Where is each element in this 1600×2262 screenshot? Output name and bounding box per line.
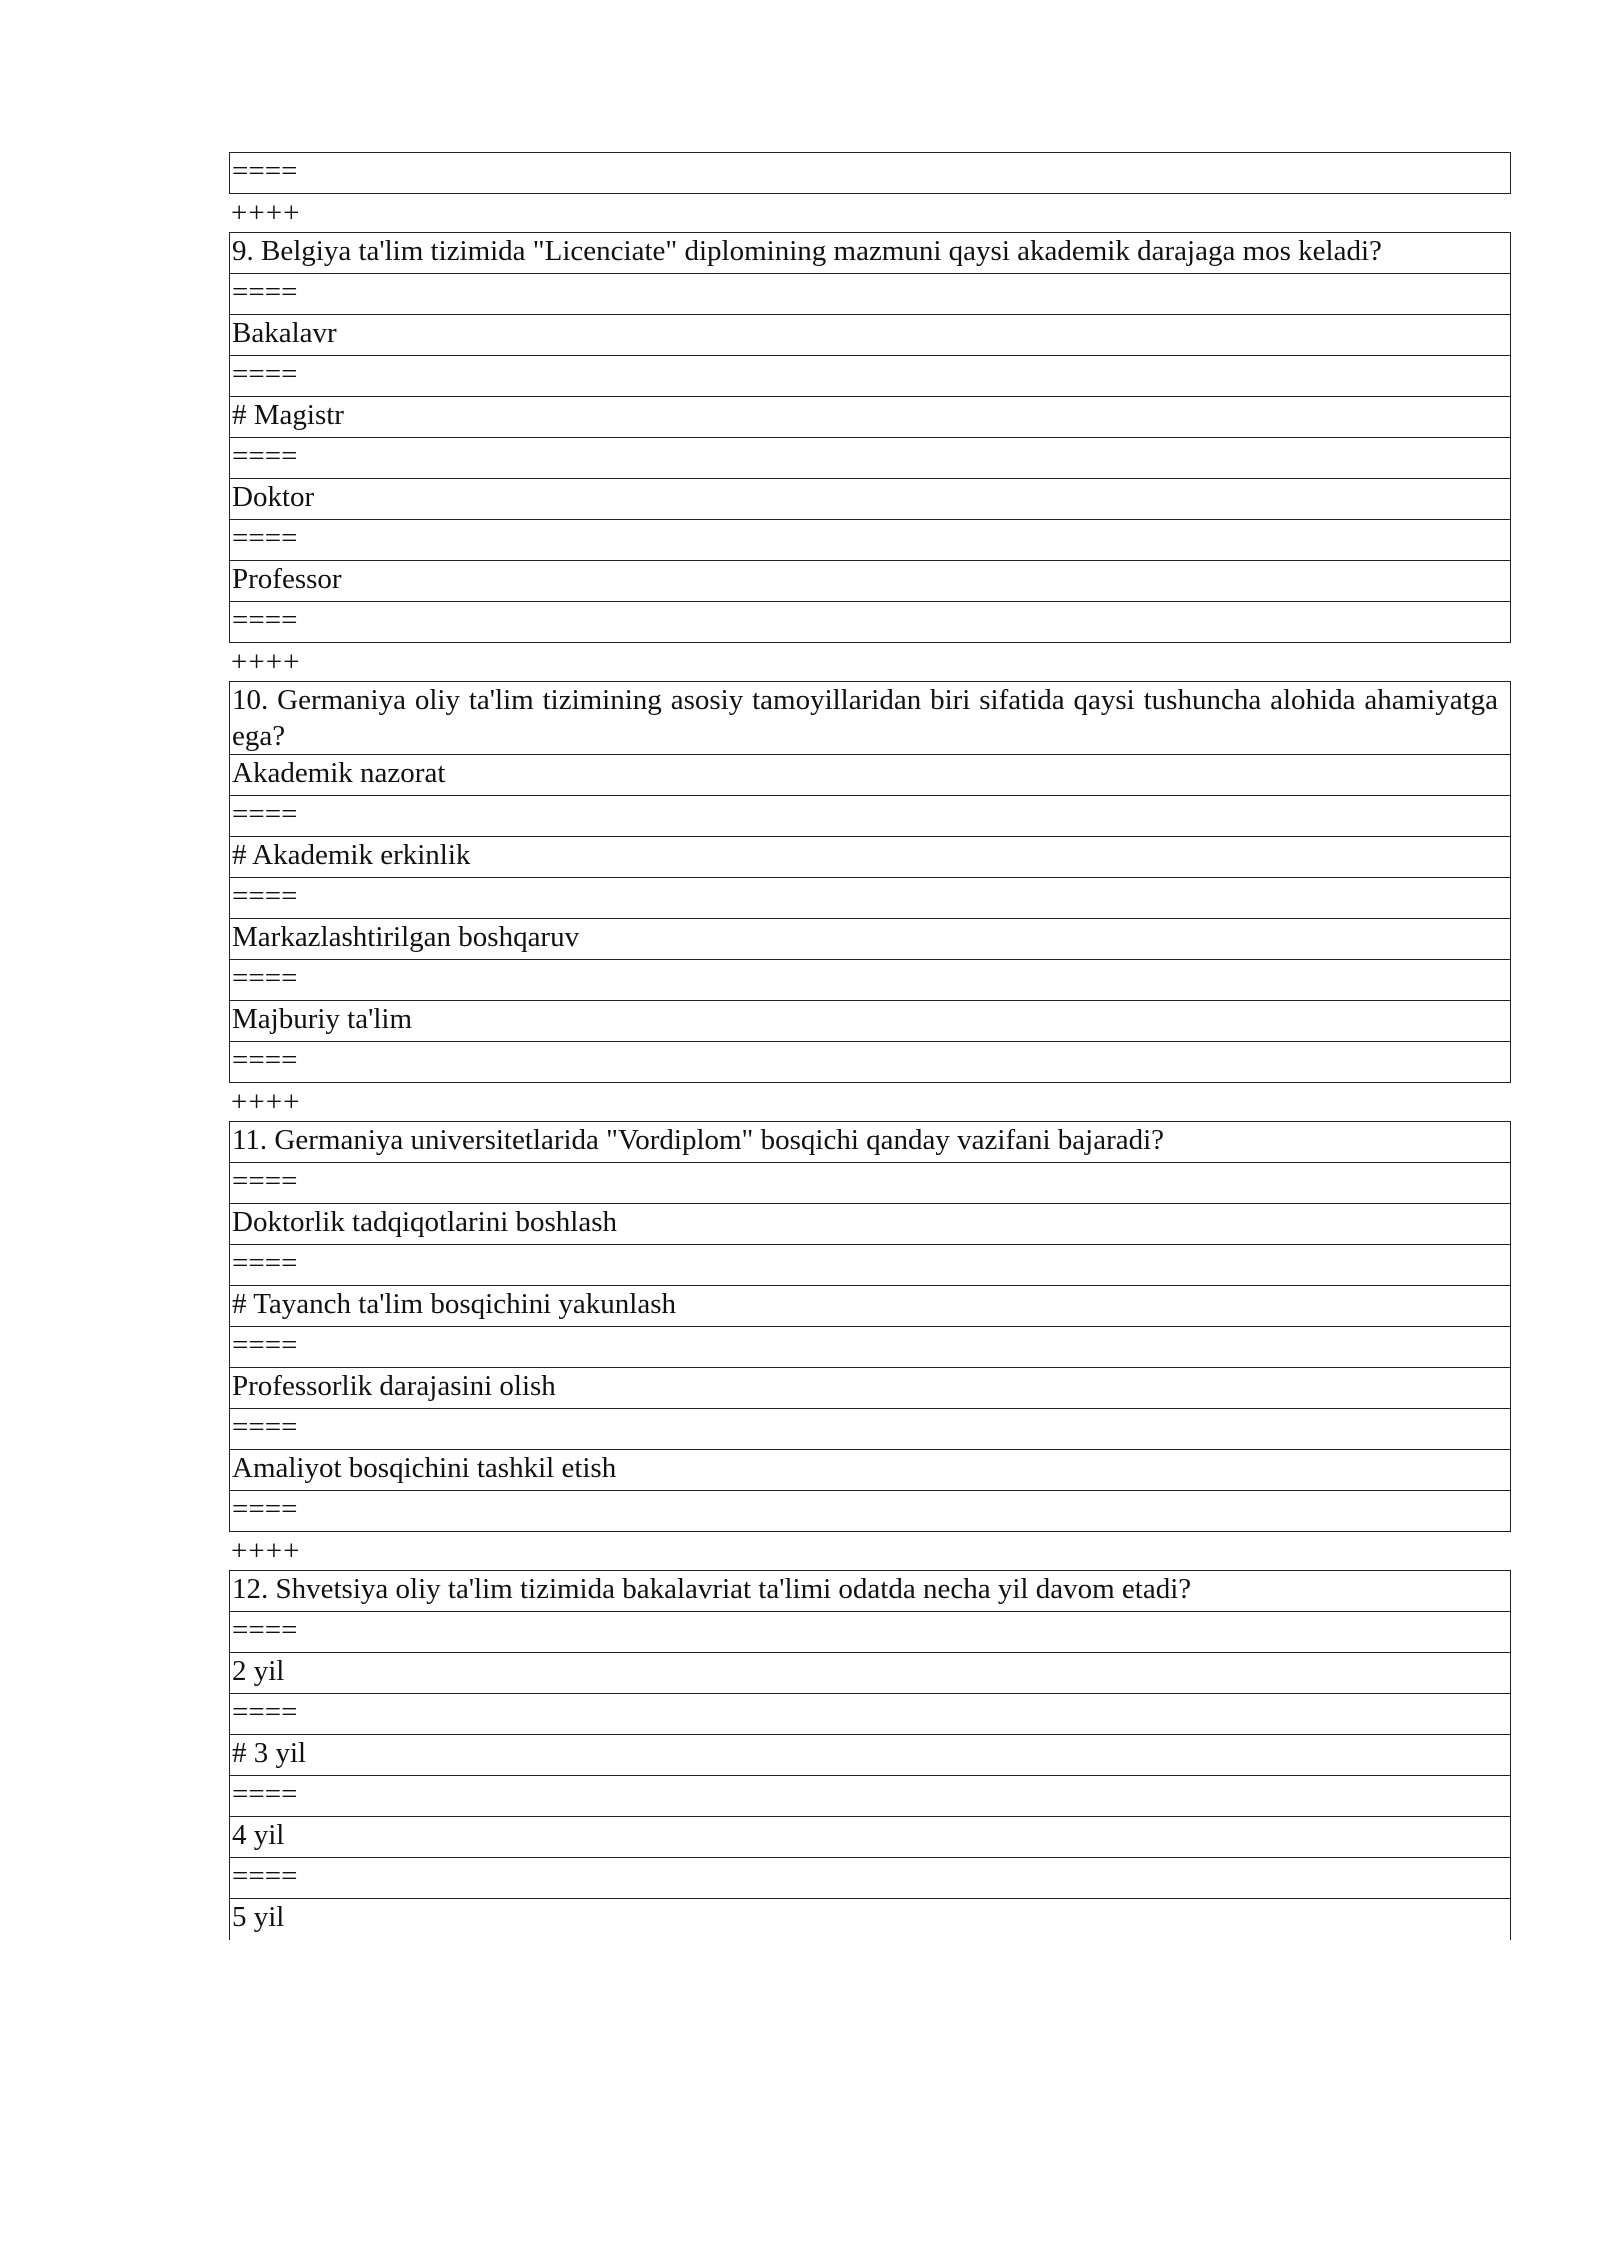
answer-option: # Magistr bbox=[230, 397, 1511, 438]
divider-row bbox=[230, 1163, 1511, 1204]
answer-row bbox=[230, 1286, 1511, 1327]
option-divider: ==== bbox=[230, 1491, 1511, 1532]
option-divider: ==== bbox=[230, 878, 1511, 919]
question-text: 11. Germaniya universitetlarida "Vordiplom" bosqichi qanday vazifani bajaradi? bbox=[230, 1122, 1511, 1163]
test-content bbox=[229, 152, 1511, 1940]
option-divider: ==== bbox=[230, 1409, 1511, 1450]
divider-row bbox=[230, 438, 1511, 479]
option-divider: ==== bbox=[230, 520, 1511, 561]
answer-row bbox=[230, 1001, 1511, 1042]
question-table bbox=[229, 1121, 1511, 1532]
answer-row bbox=[230, 397, 1511, 438]
document-page bbox=[229, 152, 1511, 1940]
option-divider: ==== bbox=[230, 960, 1511, 1001]
divider-row bbox=[230, 1776, 1511, 1817]
divider-row bbox=[230, 878, 1511, 919]
answer-row bbox=[230, 837, 1511, 878]
question-text: 10. Germaniya oliy ta'lim tizimining asosiy tamoyillaridan biri sifatida qaysi tushuncha alohida ahamiyatga ega? bbox=[230, 682, 1511, 755]
divider-row bbox=[230, 960, 1511, 1001]
answer-option: # 3 yil bbox=[230, 1735, 1511, 1776]
block-separator: ++++ bbox=[231, 1086, 301, 1118]
answer-row bbox=[230, 1899, 1511, 1940]
divider-row bbox=[230, 1327, 1511, 1368]
answer-option: Akademik nazorat bbox=[230, 755, 1511, 796]
answer-option: Professor bbox=[230, 561, 1511, 602]
answer-row bbox=[230, 919, 1511, 960]
question-table bbox=[229, 232, 1511, 643]
divider-row bbox=[230, 1612, 1511, 1653]
answer-option: # Akademik erkinlik bbox=[230, 837, 1511, 878]
answer-option: Doktorlik tadqiqotlarini boshlash bbox=[230, 1204, 1511, 1245]
divider-row bbox=[230, 153, 1511, 194]
block-separator: ++++ bbox=[231, 197, 301, 229]
divider-row bbox=[230, 796, 1511, 837]
divider-row bbox=[230, 356, 1511, 397]
answer-row bbox=[230, 479, 1511, 520]
option-divider: ==== bbox=[230, 1327, 1511, 1368]
divider-row bbox=[230, 274, 1511, 315]
answer-option: 2 yil bbox=[230, 1653, 1511, 1694]
question-table bbox=[229, 1570, 1511, 1940]
divider-row bbox=[230, 520, 1511, 561]
divider-row bbox=[230, 1042, 1511, 1083]
question-row bbox=[230, 682, 1511, 755]
answer-option: Doktor bbox=[230, 479, 1511, 520]
question-row bbox=[230, 233, 1511, 274]
answer-row bbox=[230, 1653, 1511, 1694]
divider-row bbox=[230, 1858, 1511, 1899]
option-divider: ==== bbox=[230, 1694, 1511, 1735]
option-divider: ==== bbox=[230, 1858, 1511, 1899]
answer-row bbox=[230, 561, 1511, 602]
answer-row bbox=[230, 1204, 1511, 1245]
option-divider: ==== bbox=[230, 1245, 1511, 1286]
answer-row bbox=[230, 315, 1511, 356]
block-separator: ++++ bbox=[231, 646, 301, 678]
question-text: 12. Shvetsiya oliy ta'lim tizimida bakalavriat ta'limi odatda necha yil davom etadi? bbox=[230, 1571, 1511, 1612]
divider-row bbox=[230, 1491, 1511, 1532]
option-divider: ==== bbox=[230, 1163, 1511, 1204]
answer-row bbox=[230, 1817, 1511, 1858]
option-divider: ==== bbox=[230, 1776, 1511, 1817]
answer-option: 5 yil bbox=[230, 1899, 1511, 1940]
answer-option: # Tayanch ta'lim bosqichini yakunlash bbox=[230, 1286, 1511, 1327]
answer-row bbox=[230, 1450, 1511, 1491]
option-divider: ==== bbox=[230, 356, 1511, 397]
divider-row bbox=[230, 1409, 1511, 1450]
option-divider: ==== bbox=[230, 438, 1511, 479]
divider-row bbox=[230, 1694, 1511, 1735]
answer-option: 4 yil bbox=[230, 1817, 1511, 1858]
answer-row bbox=[230, 1368, 1511, 1409]
option-divider: ==== bbox=[230, 153, 1511, 194]
answer-option: Professorlik darajasini olish bbox=[230, 1368, 1511, 1409]
question-text: 9. Belgiya ta'lim tizimida "Licenciate" diplomining mazmuni qaysi akademik darajaga mos keladi? bbox=[230, 233, 1511, 274]
option-divider: ==== bbox=[230, 1042, 1511, 1083]
question-table bbox=[229, 681, 1511, 1083]
question-row bbox=[230, 1122, 1511, 1163]
option-divider: ==== bbox=[230, 274, 1511, 315]
divider-row bbox=[230, 602, 1511, 643]
answer-option: Majburiy ta'lim bbox=[230, 1001, 1511, 1042]
question-row bbox=[230, 1571, 1511, 1612]
option-divider: ==== bbox=[230, 602, 1511, 643]
option-divider: ==== bbox=[230, 1612, 1511, 1653]
answer-row bbox=[230, 1735, 1511, 1776]
answer-option: Markazlashtirilgan boshqaruv bbox=[230, 919, 1511, 960]
answer-option: Bakalavr bbox=[230, 315, 1511, 356]
question-table bbox=[229, 152, 1511, 194]
answer-option: Amaliyot bosqichini tashkil etish bbox=[230, 1450, 1511, 1491]
answer-row bbox=[230, 755, 1511, 796]
block-separator: ++++ bbox=[231, 1535, 301, 1567]
divider-row bbox=[230, 1245, 1511, 1286]
option-divider: ==== bbox=[230, 796, 1511, 837]
